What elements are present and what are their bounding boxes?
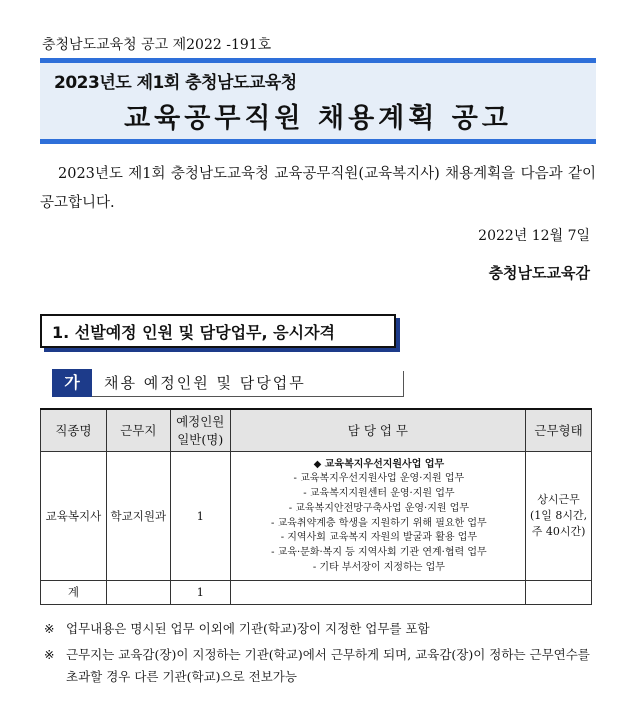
subsection-badge: 가 xyxy=(52,369,92,397)
note-text: 업무내용은 명시된 업무 이외에 기관(학교)장이 지정한 업무를 포함 xyxy=(66,621,430,636)
section-1-title: 1. 선발예정 인원 및 담당업무, 응시자격 xyxy=(52,323,335,342)
notes xyxy=(44,618,596,692)
subsection-underline xyxy=(92,396,404,397)
work-type-line2: (1일 8시간, xyxy=(529,508,588,522)
note-item xyxy=(44,644,596,688)
total-empty-duties xyxy=(230,580,525,604)
note-text: 근무지는 교육감(장)이 지정하는 기관(학교)에서 근무하게 되며, 교육감(장)이 정하는 근무연수를 초과할 경우 다른 기관(학교)으로 전보가능 xyxy=(66,647,590,684)
cell-work-type xyxy=(526,451,592,580)
note-mark: ※ xyxy=(44,647,55,662)
note-mark: ※ xyxy=(44,621,55,636)
subsection-end-tick xyxy=(403,371,404,397)
duty-item: - 교육복지지원센터 운영·지원 업무 xyxy=(303,488,455,500)
work-type-line3: 주 40시간) xyxy=(531,524,586,538)
subsection-title: 채용 예정인원 및 담당업무 xyxy=(104,374,306,392)
header-count-line1: 예정인원 xyxy=(176,414,225,430)
duty-item: - 기타 부서장이 지정하는 업무 xyxy=(312,562,445,574)
notice-number: 충청남도교육청 공고 제2022 -191호 xyxy=(42,37,272,53)
total-count: 1 xyxy=(170,580,230,604)
header-count-line2: 일반(명) xyxy=(177,432,224,448)
total-empty-workplace xyxy=(106,580,170,604)
header-workplace: 근무지 xyxy=(106,409,170,451)
notice-date: 2022년 12월 7일 xyxy=(478,228,590,244)
cell-job: 교육복지사 xyxy=(41,451,107,580)
recruitment-table xyxy=(40,408,592,605)
duty-item: - 교육복지안전망구축사업 운영·지원 업무 xyxy=(288,502,470,514)
work-type-line1: 상시근무 xyxy=(537,492,580,506)
table-header-row xyxy=(41,409,592,451)
banner-subtitle: 2023년도 제1회 충청남도교육청 xyxy=(54,73,297,93)
duty-item: ◆ 교육복지우선지원사업 업무 xyxy=(313,458,445,470)
duty-item: - 교육복지우선지원사업 운영·지원 업무 xyxy=(293,473,465,485)
cell-workplace: 학교지원과 xyxy=(106,451,170,580)
table-row xyxy=(41,451,592,580)
duty-item: - 교육취약계층 학생을 지원하기 위해 필요한 업무 xyxy=(271,517,487,529)
section-1-heading xyxy=(40,314,396,348)
cell-duties xyxy=(230,451,525,580)
total-label: 계 xyxy=(41,580,107,604)
note-item xyxy=(44,618,596,640)
issuer-name: 충청남도교육감 xyxy=(488,264,590,282)
total-empty-work-type xyxy=(526,580,592,604)
header-job: 직종명 xyxy=(41,409,107,451)
table-total-row xyxy=(41,580,592,604)
duty-item: - 지역사회 교육복지 자원의 발굴과 활용 업무 xyxy=(280,532,478,544)
header-work-type: 근무형태 xyxy=(526,409,592,451)
header-duties: 담 당 업 무 xyxy=(230,409,525,451)
title-banner xyxy=(40,58,596,144)
header-count xyxy=(170,409,230,451)
duty-item: - 교육·문화·복지 등 지역사회 기관 연계·협력 업무 xyxy=(271,547,487,559)
cell-count: 1 xyxy=(170,451,230,580)
banner-bottom-line xyxy=(40,139,596,144)
intro-paragraph: 2023년도 제1회 충청남도교육청 교육공무직원(교육복지사) 채용계획을 다음과 같이 공고합니다. xyxy=(40,166,596,211)
page-title: 교육공무직원 채용계획 공고 xyxy=(124,103,512,134)
